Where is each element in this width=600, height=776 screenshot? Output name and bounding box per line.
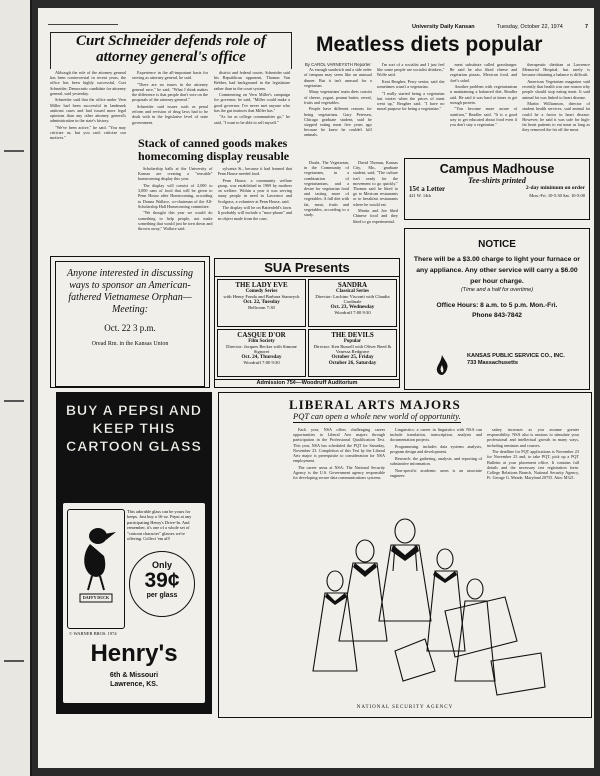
- paragraph: The deadline for PQT applications is November 23 for November 23 and, to take PQT, pick up a PQT Bulletin at your placement office. It contains full details and the necessary test registration form. College Relations Branch, National Security Agency, Ft. George G. Meade, Maryland 20755. Attn: M321.: [487, 449, 579, 481]
- film-card: [217, 329, 306, 377]
- edge-mark: [4, 150, 24, 152]
- paragraph: Kent Beagher, Perry senior, said she sometimes wasn't a vegetarian.: [376, 79, 445, 90]
- paragraph: American Vegetarian magazine said recently that health was one reason why people should stop eating meat. It said animal fat was linked to heart disease.: [522, 79, 590, 100]
- henrys-logo: Henry's: [90, 640, 178, 667]
- paragraph: "We've been active," he said. "You may criticize us, but you can't criticize our motives.": [50, 124, 126, 141]
- sponsor-text: Anyone interested in discussing ways to sponsor an American-fathered Vietnamese Orphan— Meeting:: [67, 268, 193, 315]
- pepsi-panel: [63, 503, 205, 703]
- notice-office-hours: [405, 301, 589, 321]
- company-name: KANSAS PUBLIC SERVICE CO., INC.: [467, 353, 565, 359]
- paragraph: "You become more aware of nutrition," Beadler said. "It is a good way to get educated about food even if you don't stay a vegetarian.": [449, 106, 518, 128]
- paragraph: district and federal courts. Schneider said his Republican opponent, Thomas Van Bebber, had background in the legislature rather than in the court system.: [214, 70, 290, 91]
- notice-body: There will be a $3.00 charge to light your furnace or any appliance. Any other service will carry a $6.00 per hour charge.: [413, 256, 581, 285]
- sponsor-date: Oct. 22 3 p.m.: [104, 323, 156, 333]
- pepsi-headline: BUY A PEPSI AND KEEP THIS CARTOON GLASS: [65, 402, 203, 454]
- paragraph: Although the role of the attorney general has been controversial in recent years, the office has been highly successful, Curt Schneider, Democratic candidate for attorney general, said yesterday.: [50, 70, 126, 96]
- article-column: [450, 62, 518, 158]
- ad-subtitle: Tee-shirts printed: [468, 176, 526, 185]
- flame-icon: [435, 355, 449, 375]
- header-rule: [48, 24, 118, 26]
- paragraph: Linguistics: a career in linguistics with NSA can include translation, transcription, analysis and documentation projects.: [390, 427, 482, 443]
- ad-address: 421 W. 14th: [409, 193, 431, 198]
- film-series: Classical Series: [336, 289, 369, 294]
- paragraph: The career areas at NSA: The National Security Agency is the U.S. Government agency responsible for developing secure data communications systems.: [293, 464, 385, 481]
- henrys-address: [67, 671, 201, 689]
- film-series: Film Society: [248, 339, 275, 344]
- article-meatless-continued: [304, 160, 398, 256]
- adjacent-page-edge: [0, 0, 32, 776]
- paragraph: Another problem with vegetarianism is maintaining a balanced diet, Beadler said. He said it was hard at times to get enough protein.: [449, 84, 518, 105]
- edge-mark: [4, 400, 24, 402]
- ad-price: 15¢ a Letter: [409, 185, 446, 193]
- article-column: [487, 427, 579, 511]
- film-series: Popular: [343, 339, 362, 344]
- article-column: [390, 427, 482, 511]
- paragraph: therapeutic dietitian at Lawrence Memorial Hospital, but rarely is because obtaining a balance is difficult.: [522, 62, 590, 78]
- paragraph: Research: the gathering, analysis, and reporting of substantive information.: [390, 455, 482, 466]
- paragraph: Martin and Joe liked Chinese food and they liked to go experimental.: [353, 208, 398, 224]
- office-hours-text: Office Hours: 8 a.m. to 5 p.m. Mon.-Fri.: [436, 302, 558, 309]
- film-date: Oct. 23, Wednesday: [330, 304, 375, 310]
- article-column: [50, 70, 126, 182]
- article-column: [522, 62, 590, 158]
- headline-curt-schneider: Curt Schneider defends role of attorney general's office: [50, 32, 292, 69]
- article-canned-goods: [138, 166, 292, 252]
- article-column: [293, 427, 385, 511]
- notice-note: (Time and a half for overtime): [460, 287, 534, 293]
- film-card: [308, 329, 397, 377]
- company-address: 733 Massachusetts: [467, 360, 518, 366]
- paragraph: "As far as college communities go," he said, "I want to be able to sell myself.": [214, 114, 290, 125]
- paragraph: meat substitute called grassburger. He said he also liked cheese and vegetarian pizzas, Mexican food, and chef's salad.: [449, 62, 518, 83]
- paragraph: David Thomas, Kansas City, Mo., graduate student, said, "The culture isn't ready for the movement to go quickly." Thomas said he liked to go to Mexican restaurants or to breakfast restaurants where he would eat.: [353, 160, 398, 207]
- paper-name: University Daily Kansan: [412, 24, 475, 30]
- paragraph: "I really started being a vegetarian last winter when the prices of meat went up," Beagher said. "I have no moral purpose for being a vegetarian.": [376, 90, 445, 112]
- article-column: [138, 166, 213, 252]
- paragraph: Martin Williamson, director of student health services, said animal fat could be a factor in heart disease. However, he said it was safe for high-fat heart patients to eat meat as long as they removed the fat off the meat.: [522, 101, 590, 133]
- paragraph: "There are no issues in the attorney general race," he said. "What I think makes the difference is that people don't vote on the proposals of the attorney general.": [132, 81, 208, 103]
- address-line: 6th & Missouri: [109, 672, 159, 679]
- price-unit: per glass: [146, 592, 178, 599]
- headline-canned-goods: Stack of canned goods makes homecoming display reusable: [138, 136, 290, 163]
- byline: By CAROL VARNEYSTH Reporter: [304, 62, 371, 67]
- address-line: Lawrence, KS.: [110, 681, 158, 688]
- sponsor-inner: [55, 261, 205, 387]
- paragraph: Commenting on Vern Miller's campaign for governor, he said, "Miller could make a good governor. I've never met anyone who has the gut instincts that Miller has.": [214, 92, 290, 113]
- daffy-duck-icon: [68, 510, 124, 628]
- paragraph: The display will consist of 2,000 to 3,000 cans of food that will be given to Penn House after Homecoming, according to Donna Wallace, co-chairman of the All-Scholarship Hall Homecoming committee.: [138, 183, 213, 209]
- article-column: [304, 62, 372, 158]
- article-column: [377, 62, 445, 158]
- sua-film-grid: [215, 277, 399, 379]
- article-column: [218, 166, 293, 252]
- film-date: Oct. 24, Thursday: [241, 354, 282, 360]
- notice-title: NOTICE: [478, 239, 516, 250]
- paragraph: People have different reasons for being vegetarians. Gary Petersen, Chicago graduate student, said he stopped eating meat five years ago because he knew he couldn't kill animals.: [304, 106, 372, 138]
- lam-footer: NATIONAL SECURITY AGENCY: [356, 705, 454, 710]
- article-column: [353, 160, 398, 256]
- glass-label: DAFFY DUCK: [82, 595, 110, 600]
- copyright: © WARNER BROS. 1974: [69, 631, 117, 636]
- ad-sua-presents: [214, 258, 400, 388]
- sua-footer: Admission 75¢—Woodruff Auditorium: [215, 379, 399, 386]
- film-info: October 26, Saturday: [328, 360, 377, 366]
- price-badge: [129, 551, 195, 617]
- film-credits: Director: Ken Russell with Oliver Reed & Vanessa Redgrave: [313, 344, 392, 354]
- paragraph: Doubt, The Vegetarian, in the Community of vegetarians, in a combination of vegetarianism, and a desire for vegetarian food and tasting more of vegetables. A full diet with fat, meat, fruits and vegetables, according to a study.: [304, 160, 349, 218]
- phone-text: Phone 843-7842: [472, 312, 522, 319]
- paragraph: Schneider said issues such as penal reform and revision of drug laws had to be dealt with in the legislative level of state government.: [132, 104, 208, 125]
- pepsi-body: This adorable glass can be yours for keeps. Just buy a 16-oz. Pepsi at any participating Henry's Drive-In. And remember, it's one of a whole set of "cartoon character" glasses we're offering. Collect 'em all!: [127, 509, 192, 542]
- article-meatless-diets: [304, 62, 590, 158]
- paragraph: Programming: includes data systems analysis, program design and development.: [390, 444, 482, 455]
- company-block: [467, 353, 565, 367]
- paragraph: Non-specific academic areas is an associate engineer.: [390, 467, 482, 478]
- paragraph: sylvania St., because it had learned that Penn House needed food.: [217, 166, 292, 177]
- issue-date: Tuesday, October 22, 1974: [496, 24, 563, 30]
- price-value: 39¢: [144, 569, 180, 592]
- headline-meatless-diets: Meatless diets popular: [316, 33, 543, 56]
- ad-price-row: [405, 185, 589, 193]
- paragraph: Schneider said that the office under Vern Miller had been successful in landmark antitrust cases and had issued more legal opinions than any other attorney general's administration in the state's history.: [50, 97, 126, 124]
- paragraph: Scholarship halls at the University of Kansas are creating a "reusable" homecoming display this year.: [138, 166, 213, 182]
- ad-info-row: [405, 193, 589, 198]
- film-info: Woodruff 7:00 9:30: [334, 310, 371, 315]
- ad-hours: Mon.-Fri. 10-5:30 Sat. 10-5:00: [529, 193, 585, 198]
- page-number: 7: [584, 24, 588, 30]
- film-card: [217, 279, 306, 327]
- film-credits: with Henry Fonda and Barbara Stanwyck: [223, 294, 300, 299]
- lam-subtitle: PQT can open a whole new world of opportunity.: [293, 411, 461, 421]
- film-card: [308, 279, 397, 327]
- price-only: Only: [151, 560, 172, 570]
- ad-campus-madhouse: [404, 158, 590, 220]
- paragraph: "We thought this year we would do something to help people, not make something that would just be torn down and thrown away," Wallace said.: [138, 210, 213, 232]
- article-column: [304, 160, 349, 256]
- ad-pepsi-henrys: [56, 392, 212, 714]
- film-credits: Director: Luchino Visconti with Claudia Cardinale: [315, 294, 390, 304]
- paragraph: Each year, NSA offers challenging career opportunities to Liberal Arts majors through participation in the Professional Qualification Test. This year, NSA has scheduled the PQT for Saturday, November 23. Completion of this Test by the Liberal Arts major is prerequisite to consideration for NSA employment.: [293, 427, 385, 464]
- film-date: October 25, Friday: [331, 354, 374, 360]
- lam-title: LIBERAL ARTS MAJORS: [289, 397, 461, 412]
- film-name: CASQUE D'OR: [237, 331, 286, 339]
- paragraph: I'm sort of a socialist and I just feel like some people are socialist drinkers," Wolfe said.: [376, 62, 445, 78]
- paragraph: As enough sandwich and a side order of tempura may seem like an unusual dinner. But it isn't unusual for a vegetarian.: [304, 67, 372, 88]
- lam-body: [293, 427, 579, 511]
- film-info: Bellroom 7:30: [248, 305, 275, 310]
- sua-title: SUA Presents: [215, 259, 399, 277]
- crowd-illustration: [295, 511, 581, 701]
- film-credits: Director: Jacques Becker with Simone Signoret: [226, 344, 297, 354]
- paragraph: salary increases as you assume greater responsibility. NSA also is anxious to stimulate your professional and intellectual growth in many ways, including seminars and courses.: [487, 427, 579, 448]
- paragraph: Experience in the all-important basis for serving as attorney general, he said.: [132, 70, 208, 81]
- ad-sponsor-orphan: [50, 256, 210, 388]
- ad-minimum: 2-day minimum on order: [525, 185, 585, 191]
- film-name: THE LADY EVE: [235, 281, 288, 289]
- ad-liberal-arts-majors: [218, 392, 592, 718]
- ad-title: Campus Madhouse: [439, 162, 555, 176]
- paragraph: The display will be on Battenfeld's lawn. It probably will include a "moo-phone" and an object made from the cans.: [217, 205, 292, 221]
- film-info: Woodruff 7:00 9:30: [243, 360, 280, 365]
- paragraph: Many vegetarians' main diets consist of cheese, yogurt, peanut butter, cereal, fruits and vegetables.: [304, 89, 372, 105]
- edge-mark: [4, 660, 24, 662]
- page-header: [412, 24, 588, 30]
- film-name: THE DEVILS: [331, 331, 374, 339]
- film-series: Comedy Series: [245, 289, 278, 294]
- film-date: Oct. 22, Tuesday: [243, 299, 280, 305]
- cartoon-glass-illustration: [67, 509, 125, 629]
- ad-kpl-notice: [404, 228, 590, 390]
- paragraph: Penn House, a community welfare group, was established in 1969 by mothers on welfare. Within a year it was serving many people in need in Lawrence and Scolgrass, a volunteer at Penn House, said.: [217, 177, 292, 204]
- film-name: SANDRA: [337, 281, 368, 289]
- sponsor-place: Oread Rm. in the Kansas Union: [91, 341, 169, 347]
